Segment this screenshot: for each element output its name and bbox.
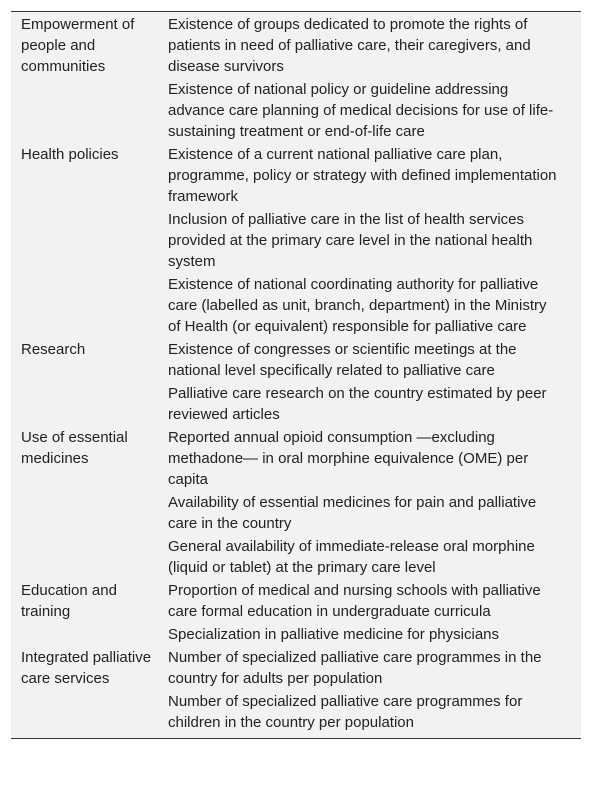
dimension-cell: Use of essential medicines	[21, 429, 128, 467]
indicator-cell: General availability of immediate-release oral morphine (liquid or tablet) at the primary care level	[168, 538, 535, 576]
table-row	[11, 536, 581, 580]
dimension-cell	[11, 383, 158, 427]
dimension-cell: Empowerment of people and communities	[21, 16, 135, 75]
indicator-cell: Existence of groups dedicated to promote the rights of patients in need of palliative care, their caregivers, and disease survivors	[168, 16, 531, 75]
dimension-cell	[11, 691, 158, 735]
table-row	[11, 580, 581, 624]
dimension-cell	[11, 492, 158, 536]
indicator-table-container	[11, 11, 581, 739]
dimension-cell	[11, 274, 158, 339]
indicator-cell: Reported annual opioid consumption —excluding methadone— in oral morphine equivalence (OME) per capita	[168, 429, 529, 488]
table-row	[11, 427, 581, 492]
table-row	[11, 14, 581, 79]
indicator-cell: Existence of congresses or scientific meetings at the national level specifically related to palliative care	[168, 341, 517, 379]
table-row	[11, 383, 581, 427]
dimension-cell: Health policies	[21, 146, 119, 163]
dimension-cell	[11, 209, 158, 274]
indicator-cell: Existence of national policy or guideline addressing advance care planning of medical decisions for use of life-sustaining treatment or end-of-life care	[168, 81, 554, 140]
dimension-cell	[11, 79, 158, 144]
table-row	[11, 209, 581, 274]
dimension-cell: Integrated palliative care services	[21, 649, 152, 687]
indicator-cell: Availability of essential medicines for pain and palliative care in the country	[168, 494, 537, 532]
table-row	[11, 339, 581, 383]
indicator-cell: Proportion of medical and nursing schools with palliative care formal education in undergraduate curricula	[168, 582, 541, 620]
table-row	[11, 691, 581, 735]
dimension-cell: Education and training	[21, 582, 117, 620]
table-row	[11, 274, 581, 339]
indicator-cell: Number of specialized palliative care programmes in the country for adults per population	[168, 649, 542, 687]
indicator-cell: Existence of national coordinating authority for palliative care (labelled as unit, branch, department) in the Ministry of Health (or equivalent) responsible for palliative care	[168, 276, 547, 335]
indicator-cell: Number of specialized palliative care programmes for children in the country per population	[168, 693, 523, 731]
table-row	[11, 647, 581, 691]
table-row	[11, 79, 581, 144]
dimension-cell: Research	[21, 341, 86, 358]
indicator-cell: Inclusion of palliative care in the list of health services provided at the primary care level in the national health system	[168, 211, 533, 270]
dimension-cell	[11, 624, 158, 647]
indicator-cell: Existence of a current national palliative care plan, programme, policy or strategy with defined implementation framework	[168, 146, 557, 205]
table-row	[11, 144, 581, 209]
table-row	[11, 624, 581, 647]
indicator-cell: Palliative care research on the country estimated by peer reviewed articles	[168, 385, 547, 423]
indicator-table	[11, 14, 581, 735]
table-row	[11, 492, 581, 536]
dimension-cell	[11, 536, 158, 580]
indicator-cell: Specialization in palliative medicine for physicians	[168, 626, 500, 643]
